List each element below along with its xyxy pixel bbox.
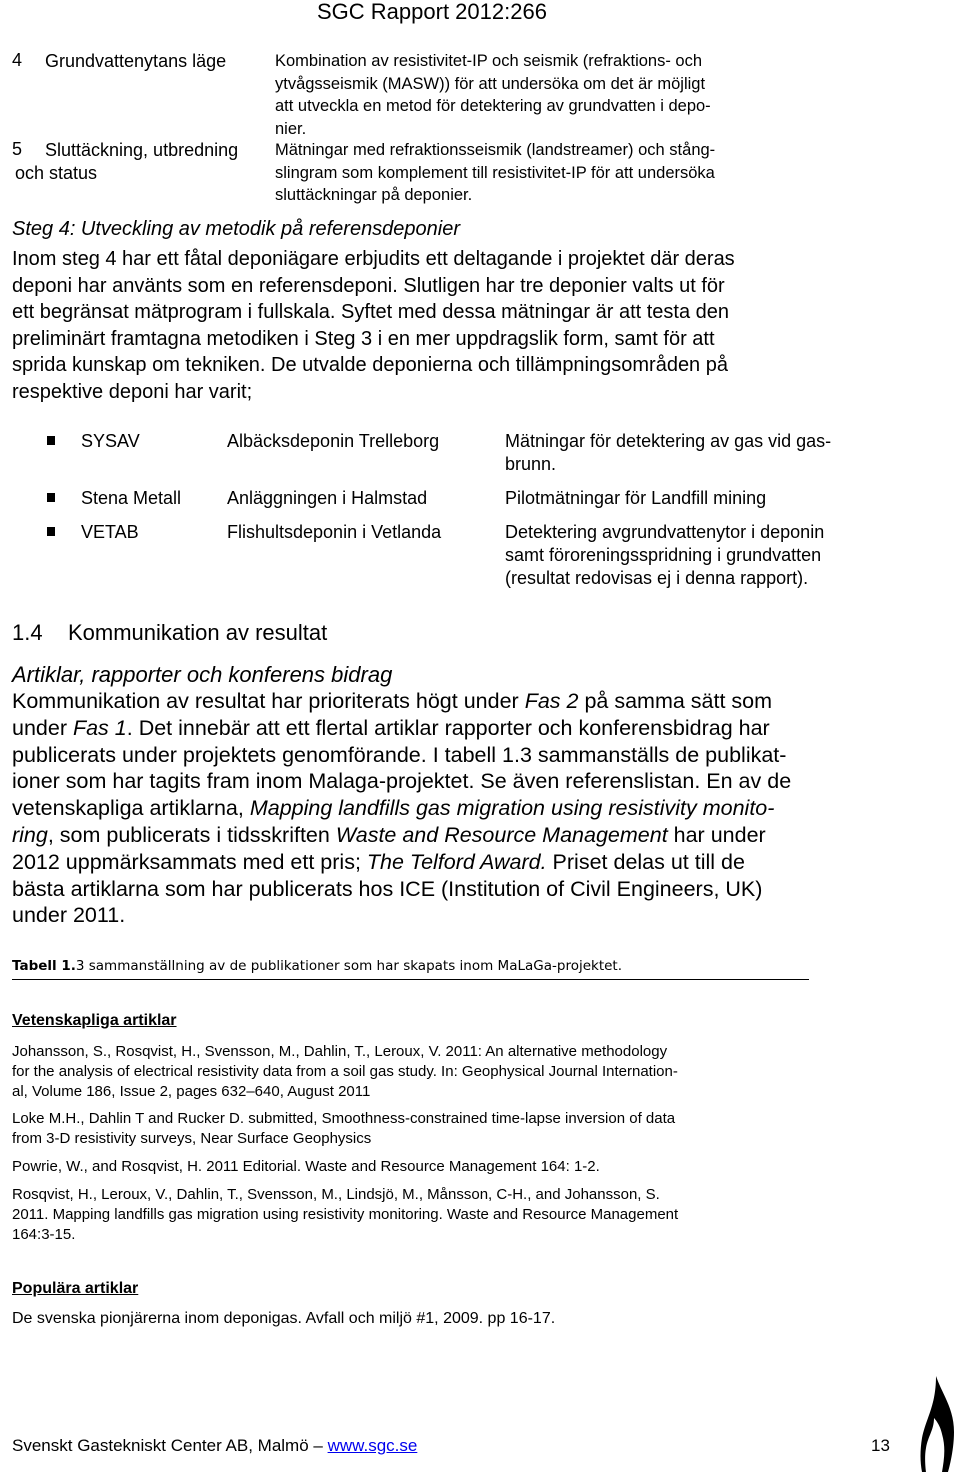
bullet-icon bbox=[47, 527, 55, 536]
step-number: 5 bbox=[12, 139, 23, 159]
site-org: SYSAV bbox=[81, 431, 140, 451]
reference-item: Powrie, W., and Rosqvist, H. 2011 Editorial. Waste and Resource Management 164: 1-2. bbox=[12, 1158, 600, 1175]
step-description: Kombination av resistivitet-IP och seismik (refraktions- och ytvågsseismik (MASW)) för att undersöka om det är möjligt att utveckla en metod för detektering av grundvatten i depo- nier. bbox=[275, 52, 711, 138]
flame-icon bbox=[920, 1376, 956, 1477]
footer-text: Svenskt Gastekniskt Center AB, Malmö – bbox=[12, 1436, 328, 1455]
step-description: Mätningar med refraktionsseismik (landstreamer) och stång- slingram som komplement till resistivitet-IP för att undersöka sluttäckningar på deponier. bbox=[275, 141, 716, 204]
site-name: Albäcksdeponin Trelleborg bbox=[227, 431, 440, 451]
communication-paragraph: Kommunikation av resultat har prioriterats högt under Fas 2 på samma sätt som under Fas 1. Det innebär att ett flertal artiklar rapporter och konferensbidrag har publicerats under projektets genomförande. I tabell 1.3 sammanställs de publikat- ioner som har tagits fram inom Malaga-projektet. Se även referenslistan. En av de vetenskapliga artiklarna, Mapping landfills gas migration using resistivity monito- ring, som publicerats i tidsskriften Waste and Resource Management har under 2012 uppmärksammats med ett pris; The Telford Award. Priset delas ut till de bästa artiklarna som har publicerats hos ICE (Institution of Civil Engineers, UK) under 2011. bbox=[12, 689, 792, 928]
table-divider bbox=[12, 979, 809, 980]
site-purpose: Detektering avgrundvattenytor i deponin samt föroreningsspridning i grundvatten (resultat redovisas ej i denna rapport). bbox=[505, 522, 825, 588]
site-purpose: Pilotmätningar för Landfill mining bbox=[505, 488, 767, 508]
footer bbox=[12, 1436, 417, 1456]
category-heading: Populära artiklar bbox=[12, 1280, 139, 1297]
reference-item: Rosqvist, H., Leroux, V., Dahlin, T., Svensson, M., Lindsjö, M., Månsson, C-H., and Johansson, S. 2011. Mapping landfills gas migration using resistivity monitoring. Waste and Resource Management 164:3-15. bbox=[12, 1186, 679, 1243]
section-heading bbox=[12, 620, 327, 646]
footer-link[interactable]: www.sgc.se bbox=[327, 1436, 418, 1455]
step4-paragraph: Inom steg 4 har ett fåtal deponiägare erbjudits ett deltagande i projektet där deras deponi har använts som en referensdeponi. Slutligen har tre deponier valts ut för ett begränsat mätprogram i fullskala. Syftet med dessa mätningar är att testa den preliminärt framtagna metodiken i Steg 3 i en mer uppdragslik form, samt för att sprida kunskap om tekniken. De utvalde deponierna och tillämpningsområden på respektive deponi har varit; bbox=[12, 248, 735, 403]
page-number: 13 bbox=[871, 1436, 890, 1455]
category-heading: Vetenskapliga artiklar bbox=[12, 1012, 177, 1029]
bullet-icon bbox=[47, 493, 55, 502]
section-number: 1.4 bbox=[12, 620, 43, 645]
site-name: Flishultsdeponin i Vetlanda bbox=[227, 522, 442, 542]
reference-item: Loke M.H., Dahlin T and Rucker D. submitted, Smoothness-constrained time-lapse inversion of data from 3-D resistivity surveys, Near Surface Geophysics bbox=[12, 1110, 676, 1147]
site-org: VETAB bbox=[81, 522, 139, 542]
step4-title: Steg 4: Utveckling av metodik på referensdeponier bbox=[12, 218, 461, 240]
page-header: SGC Rapport 2012:266 bbox=[317, 0, 547, 24]
bullet-icon bbox=[47, 436, 55, 445]
step-label: Grundvattenytans läge bbox=[45, 51, 227, 71]
site-purpose: Mätningar för detektering av gas vid gas- brunn. bbox=[505, 431, 832, 474]
step-number: 4 bbox=[12, 50, 23, 70]
site-name: Anläggningen i Halmstad bbox=[227, 488, 428, 508]
subsection-heading: Artiklar, rapporter och konferens bidrag bbox=[12, 662, 393, 687]
reference-item: De svenska pionjärerna inom deponigas. Avfall och miljö #1, 2009. pp 16-17. bbox=[12, 1310, 556, 1327]
table-caption: Tabell 1.3 sammanställning av de publikationer som har skapats inom MaLaGa-projektet. bbox=[12, 958, 623, 974]
reference-item: Johansson, S., Rosqvist, H., Svensson, M., Dahlin, T., Leroux, V. 2011: An alternative methodology for the analysis of electrical resistivity data from a soil gas study. In: Geophysical Journal Internation- al, Volume 186, Issue 2, pages 632–640, August 2011 bbox=[12, 1043, 678, 1100]
section-title: Kommunikation av resultat bbox=[68, 620, 328, 645]
step-label: Sluttäckning, utbredning och status bbox=[15, 140, 239, 183]
site-org: Stena Metall bbox=[81, 488, 182, 508]
